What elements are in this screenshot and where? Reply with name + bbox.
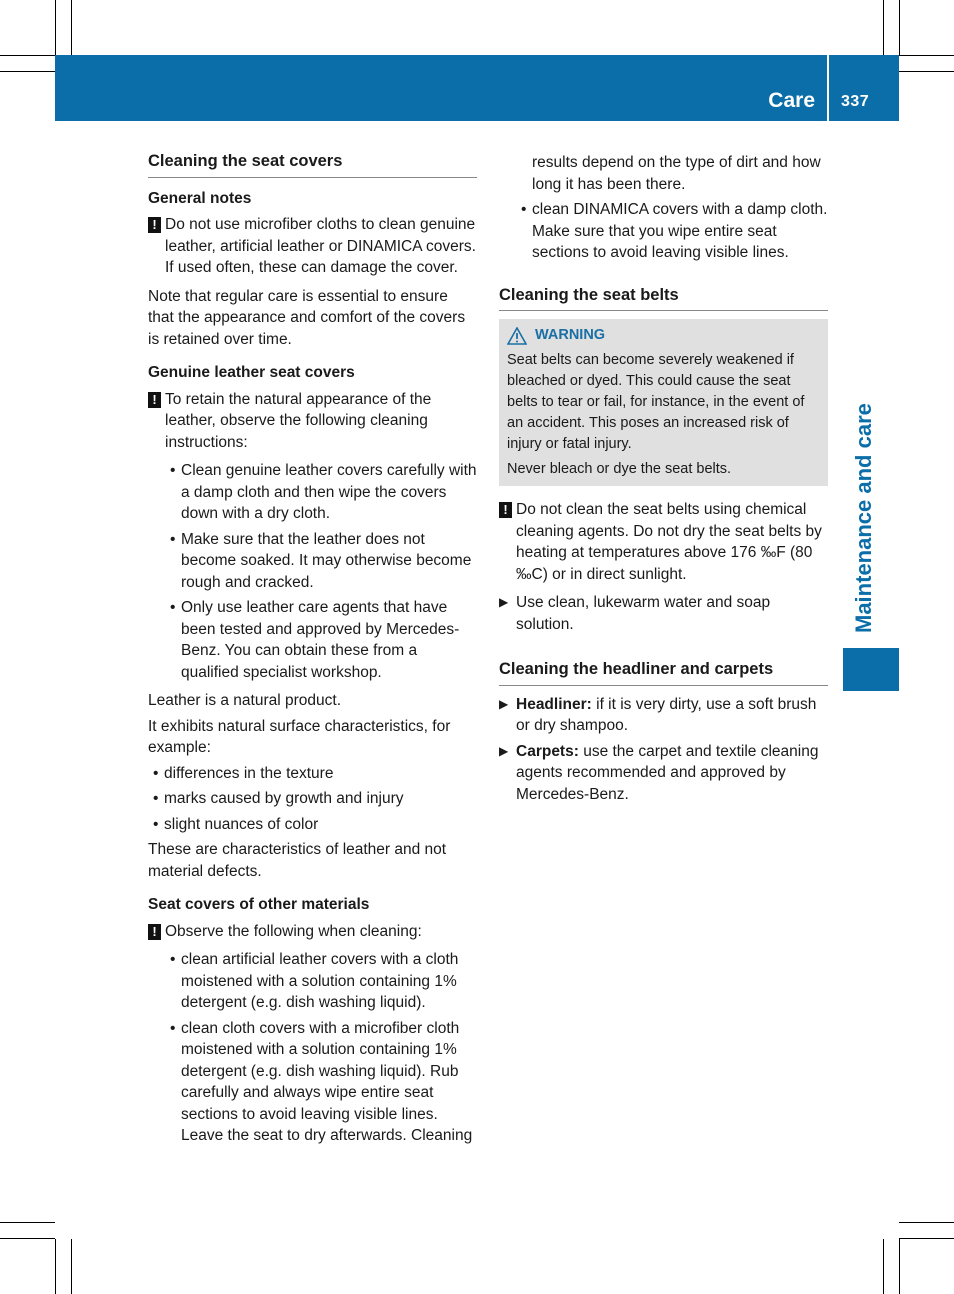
warning-box	[499, 319, 828, 486]
note-text: Do not use microfiber cloths to clean genuine leather, artificial leather or DINAMICA covers. If used often, these can damage the cover.	[165, 216, 476, 276]
list-item: • marks caused by growth and injury	[148, 788, 477, 810]
step-text: Use clean, lukewarm water and soap solution.	[516, 594, 771, 633]
step-arrow-icon: ▶	[499, 696, 509, 711]
continuation-text: results depend on the type of dirt and how long it has been there.	[532, 154, 821, 193]
step-label: Carpets:	[516, 742, 579, 760]
crop-mark	[71, 1239, 72, 1294]
note-text: Do not clean the seat belts using chemical cleaning agents. Do not dry the seat belts by heating at temperatures above 176 ‰F (80 ‰C) or in direct sunlight.	[516, 501, 822, 583]
step-text: if it is very dirty, use a soft brush or dry shampoo.	[516, 695, 817, 734]
caution-note	[499, 499, 828, 585]
exclamation-icon: !	[148, 217, 161, 233]
section-heading: Cleaning the headliner and carpets	[499, 659, 828, 686]
paragraph: It exhibits natural surface characteristics, for example:	[148, 717, 451, 756]
caution-note	[148, 389, 477, 454]
crop-mark	[0, 71, 55, 72]
instruction-step	[499, 741, 828, 806]
crop-mark	[0, 1238, 55, 1239]
warning-triangle-icon	[507, 327, 527, 345]
crop-mark	[71, 0, 72, 55]
crop-mark	[899, 1239, 900, 1294]
list-item: • Clean genuine leather covers carefully with a damp cloth and then wipe the covers down with a dry cloth.	[165, 460, 477, 525]
crop-mark	[55, 0, 56, 55]
caution-note	[148, 214, 477, 279]
section-heading: Cleaning the seat belts	[499, 285, 828, 312]
left-column	[148, 151, 477, 1147]
header-divider	[827, 55, 829, 121]
page-header	[55, 55, 899, 121]
warning-label: WARNING	[535, 327, 606, 343]
section-title: Care	[768, 89, 815, 112]
page-number: 337	[841, 93, 870, 110]
chapter-side-label: Maintenance and care	[851, 403, 876, 633]
crop-mark	[899, 0, 900, 55]
paragraph: Leather is a natural product.	[148, 692, 342, 709]
warning-action: Never bleach or dye the seat belts.	[507, 461, 732, 477]
chapter-tab-marker	[843, 648, 899, 691]
note-text: Observe the following when cleaning:	[165, 922, 422, 940]
paragraph: Note that regular care is essential to ensure that the appearance and comfort of the covers is retained over time.	[148, 287, 466, 348]
instruction-step	[499, 592, 828, 635]
subheading-general-notes: General notes	[148, 189, 252, 207]
crop-mark	[899, 71, 954, 72]
note-text: To retain the natural appearance of the leather, observe the following cleaning instructions:	[165, 390, 432, 451]
crop-mark	[0, 1222, 55, 1223]
list-item: • differences in the texture	[148, 763, 477, 785]
crop-mark	[899, 1222, 954, 1223]
list-item: • Only use leather care agents that have been tested and approved by Mercedes-Benz. You can obtain these from a qualified specialist workshop.	[165, 597, 477, 683]
warning-header	[507, 325, 820, 346]
right-column	[499, 152, 828, 805]
crop-mark	[883, 1239, 884, 1294]
step-label: Headliner:	[516, 695, 592, 713]
step-arrow-icon: ▶	[499, 595, 509, 609]
caution-note	[148, 921, 477, 943]
instruction-step	[499, 694, 828, 737]
list-item: • Make sure that the leather does not become soaked. It may otherwise become rough and cracked.	[165, 529, 477, 594]
crop-mark	[899, 55, 954, 56]
crop-mark	[55, 1239, 56, 1294]
subheading-genuine-leather: Genuine leather seat covers	[148, 364, 355, 381]
exclamation-icon: !	[148, 392, 161, 408]
list-item: • slight nuances of color	[148, 814, 477, 836]
list-item: • clean artificial leather covers with a cloth moistened with a solution containing 1% detergent (e.g. dish washing liquid).	[165, 949, 477, 1014]
crop-mark	[0, 55, 55, 56]
warning-text: Seat belts can become severely weakened if bleached or dyed. This could cause the seat belts to tear or fail, for instance, in the event of an accident. This poses an increased risk of injury or fatal injury.	[507, 352, 805, 452]
crop-mark	[899, 1238, 954, 1239]
step-arrow-icon: ▶	[499, 743, 509, 758]
exclamation-icon: !	[148, 924, 161, 940]
exclamation-icon: !	[499, 502, 512, 518]
section-heading: Cleaning the seat covers	[148, 151, 477, 178]
crop-mark	[883, 0, 884, 55]
step-text: use the carpet and textile cleaning agents recommended and approved by Mercedes-Benz.	[516, 742, 819, 803]
list-item: • clean DINAMICA covers with a damp cloth. Make sure that you wipe entire seat sections to avoid leaving visible lines.	[516, 199, 828, 264]
list-item: • clean cloth covers with a microfiber cloth moistened with a solution containing 1% detergent (e.g. dish washing liquid). Rub carefully and always wipe entire seat sections to avoid leaving visible lines. Leave the seat to dry afterwards. Cleaning	[165, 1018, 477, 1147]
paragraph: These are characteristics of leather and not material defects.	[148, 841, 447, 880]
subheading-other-materials: Seat covers of other materials	[148, 896, 370, 913]
